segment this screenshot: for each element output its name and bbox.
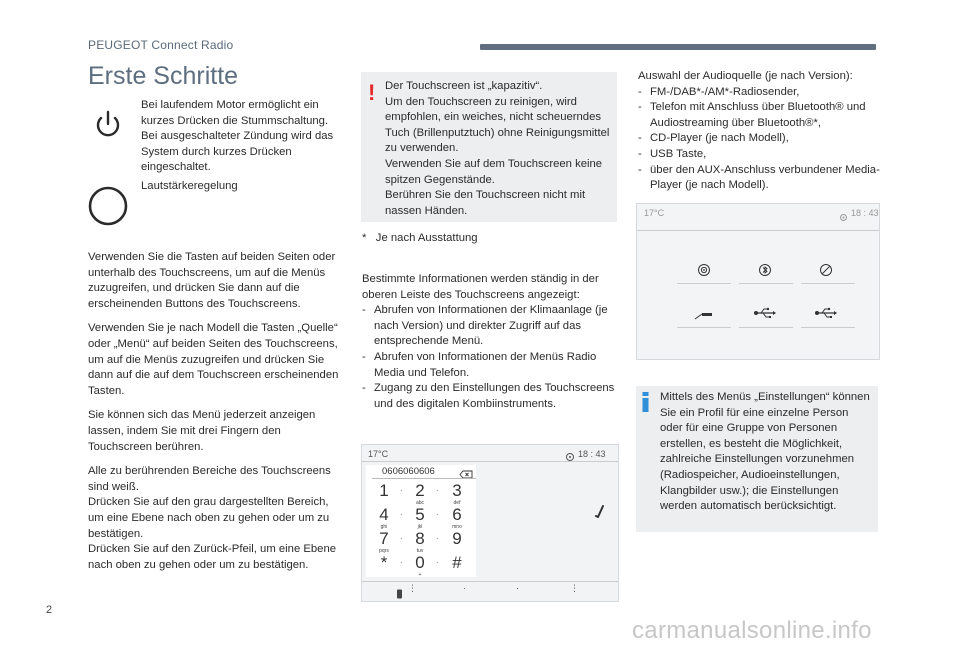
keypad-key[interactable]: 3 xyxy=(452,481,462,500)
right-column xyxy=(638,69,888,194)
aux-source-icon[interactable] xyxy=(694,308,714,318)
menu-dots-icon[interactable]: ⋮ xyxy=(570,583,579,593)
warning-line: Verwenden Sie auf dem Touchscreen keine spitzen Gegenstände. xyxy=(385,157,603,186)
menu-dots-icon[interactable]: ⋮ xyxy=(408,583,417,593)
list-item: - CD-Player (je nach Modell), xyxy=(638,132,789,145)
list-item: - Abrufen von Informationen der Menüs Radio Media und Telefon. xyxy=(362,350,597,379)
keypad-key[interactable]: 8 xyxy=(415,529,425,548)
keypad-key[interactable]: * xyxy=(380,553,388,572)
keypad-key-letters: jkl xyxy=(417,524,423,530)
list-item: - Telefon mit Anschluss über Bluetooth® und Audiostreaming über Bluetooth®*, xyxy=(638,101,866,129)
backspace-icon[interactable] xyxy=(459,466,473,475)
key-separator: · xyxy=(400,510,403,519)
info-box xyxy=(636,386,878,532)
paragraph: Verwenden Sie die Tasten auf beiden Seiten oder unterhalb des Touchscreens, um auf die Menüs zuzugreifen, und drücken Sie dann auf die erscheinenden Buttons des Touchscreens. xyxy=(88,251,336,310)
info-icon xyxy=(642,392,649,417)
screen-temperature: 17°C xyxy=(368,449,389,459)
keypad-key[interactable]: 1 xyxy=(379,481,389,500)
divider xyxy=(362,581,618,582)
list-item: - FM-/DAB*-/AM*-Radiosender, xyxy=(638,85,800,98)
key-separator: · xyxy=(400,486,403,495)
keypad-key[interactable]: 6 xyxy=(452,505,462,524)
divider xyxy=(677,327,731,328)
volume-knob-icon xyxy=(86,184,130,228)
screen-temperature: 17°C xyxy=(644,208,665,218)
keypad-key[interactable]: 5 xyxy=(415,505,425,524)
page-number: 2 xyxy=(46,604,53,616)
keypad-key-letters: mno xyxy=(452,524,462,530)
header-bar xyxy=(480,44,876,50)
warning-line: Um den Touchscreen zu reinigen, wird empfohlen, ein weiches, nicht scheuerndes Tuch (Brillenputztuch) ohne Reinigungsmittel zu verwenden. xyxy=(385,95,610,155)
settings-icon xyxy=(839,209,848,218)
divider xyxy=(637,230,879,231)
watermark: carmanualsonline.info xyxy=(632,617,872,644)
key-separator: · xyxy=(436,534,439,543)
dot-icon: · xyxy=(463,583,466,593)
dialed-number: 0606060606 xyxy=(382,466,435,477)
keypad-key[interactable]: 4 xyxy=(379,505,389,524)
settings-icon xyxy=(565,449,575,459)
divider xyxy=(362,461,618,462)
bluetooth-source-icon[interactable] xyxy=(758,263,772,277)
paragraph: Sie können sich das Menü jederzeit anzeigen lassen, indem Sie mit drei Fingern den Touchscreen berühren. xyxy=(88,409,316,453)
footnote: * Je nach Ausstattung xyxy=(362,232,478,244)
key-separator: · xyxy=(436,486,439,495)
keypad-key-letters: pqrs xyxy=(379,548,389,554)
keypad-key-letters: tuv xyxy=(416,548,424,554)
audio-source-screen xyxy=(636,203,880,360)
divider xyxy=(677,283,731,284)
paragraph: Verwenden Sie je nach Modell die Tasten „Quelle“ oder „Menü“ auf beiden Seiten des Touchscreens, um auf die Menüs zuzugreifen und drücken Sie dann auf die auf dem Touchscreen erscheinenden Tasten. xyxy=(88,322,339,397)
keypad-key-letters: ghi xyxy=(380,524,388,530)
divider xyxy=(739,283,793,284)
list-item: - Zugang zu den Einstellungen des Touchscreens und des digitalen Kombiinstruments. xyxy=(362,382,615,410)
keypad-key-letters: def xyxy=(453,500,461,506)
warning-line: Berühren Sie den Touchscreen nicht mit nassen Händen. xyxy=(385,189,586,217)
list-item: - über den AUX-Anschluss verbundener Media-Player (je nach Modell). xyxy=(638,163,880,192)
power-description: Bei laufendem Motor ermöglicht ein kurzes Drücken die Stummschaltung. Bei ausgeschalteter Zündung wird das System durch kurzes Drücken eingeschaltet. xyxy=(141,99,334,174)
list-item: - USB Taste, xyxy=(638,147,707,160)
keypad-key-letters: abc xyxy=(415,500,425,506)
key-separator: · xyxy=(400,534,403,543)
keypad-key[interactable]: # xyxy=(452,553,462,572)
cd-source-icon[interactable] xyxy=(819,263,833,277)
divider xyxy=(801,327,855,328)
dot-icon: · xyxy=(516,583,519,593)
page-title: Erste Schritte xyxy=(88,62,239,90)
screen-time: 18 : 43 xyxy=(851,208,879,218)
key-separator: · xyxy=(436,510,439,519)
phone-screen xyxy=(361,444,619,602)
power-icon xyxy=(88,104,128,144)
running-header: PEUGEOT Connect Radio xyxy=(88,38,234,52)
radio-source-icon[interactable] xyxy=(697,263,711,277)
info-text: Mittels des Menüs „Einstellungen“ können Sie ein Profil für eine einzelne Person oder für eine Gruppe von Personen erstellen, es besteht die Möglichkeit, zahlreiche Einstellungen vorzunehmen (Radiospeicher, Audioeinstellungen, Klangbilder usw.); die Einstellungen werden automatisch berücksichtigt. xyxy=(660,391,870,513)
keypad-key[interactable]: 7 xyxy=(379,529,389,548)
right-intro: Auswahl der Audioquelle (je nach Version): xyxy=(638,70,853,82)
divider xyxy=(372,478,476,479)
divider xyxy=(739,327,793,328)
key-separator: · xyxy=(400,558,403,567)
list-item: - Abrufen von Informationen der Klimaanlage (je nach Version) und direkter Zugriff auf das entsprechende Menü. xyxy=(362,304,608,348)
call-icon[interactable] xyxy=(594,504,606,520)
warning-line: Der Touchscreen ist „kapazitiv“. xyxy=(385,80,543,92)
warning-box xyxy=(361,72,617,222)
usb-source-icon[interactable] xyxy=(753,306,777,318)
warning-icon: ! xyxy=(368,80,376,105)
middle-column xyxy=(362,272,620,412)
warning-text xyxy=(385,79,611,219)
middle-intro: Bestimmte Informationen werden ständig in der oberen Leiste des Touchscreens angezeigt: xyxy=(362,273,599,301)
usb-source-icon[interactable] xyxy=(814,306,838,318)
paragraph: Alle zu berührenden Bereiche des Touchscreens sind weiß. Drücken Sie auf den grau dargestellten Bereich, um eine Ebene nach oben zu gehen oder um zu bestätigen. Drücken Sie auf den Zurück-Pfeil, um eine Ebene nach oben zu gehen oder um zu bestätigen. xyxy=(88,465,337,571)
keypad-key[interactable]: 2 xyxy=(415,481,425,500)
volume-description: Lautstärkeregelung xyxy=(141,180,238,192)
key-separator: · xyxy=(436,558,439,567)
screen-time: 18 : 43 xyxy=(578,449,606,459)
phone-device-icon[interactable] xyxy=(396,586,404,596)
divider xyxy=(801,283,855,284)
left-column xyxy=(88,250,344,582)
keypad-key-letters: + xyxy=(418,572,422,578)
keypad-key[interactable]: 9 xyxy=(452,529,462,548)
keypad-key[interactable]: 0 xyxy=(415,553,425,572)
